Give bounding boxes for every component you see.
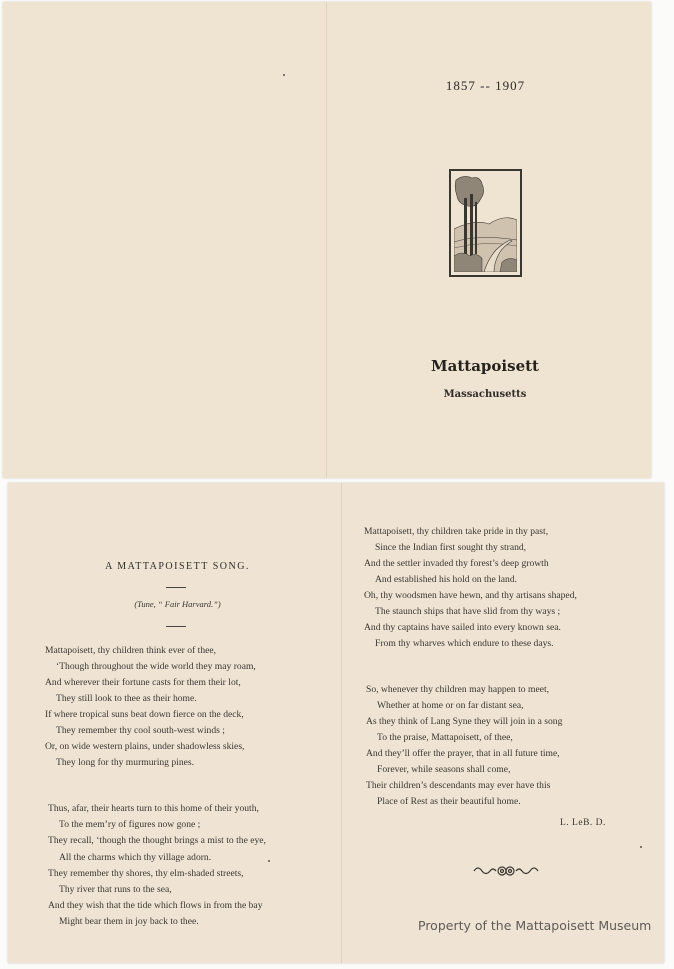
verse-line: To the mem’ry of figures now gone ; [59,819,201,831]
verse-line: Forever, while seasons shall come, [377,764,511,775]
verse-line: Their children’s descendants may ever have this [366,780,551,791]
verse-line: And they wish that the tide which flows in from the bay [48,900,263,912]
verse-line: Since the Indian first sought thy strand, [375,542,527,553]
fold-crease [341,483,343,963]
verse-line: They still look to thee as their home. [56,693,197,704]
stanza-1 [45,643,256,771]
stanza-3 [364,524,577,652]
verse-line: Mattapoisett, thy children think ever of thee, [45,645,217,656]
tune-note: (Tune, “ Fair Harvard.”) [134,599,221,609]
paper-speck [283,74,285,76]
verse-line: And established his hold on the land. [375,574,518,585]
verse-line: All the charms which thy village adorn. [59,851,212,863]
verse-line: They long for thy murmuring pines. [56,757,195,768]
verse-line: From thy wharves which endure to these days. [375,638,554,649]
verse-line: Might bear them in joy back to thee. [59,916,199,928]
fold-crease [326,2,328,478]
verse-line: They remember thy shores, thy elm-shaded streets, [48,867,244,879]
verse-line: To the praise, Mattapoisett, of thee, [377,732,513,743]
cover-title: Mattapoisett [431,357,539,375]
verse-line: Oh, thy woodsmen have hewn, and thy artisans shaped, [364,590,577,601]
author-signature: L. LeB. D. [560,818,606,828]
song-title: A MATTAPOISETT SONG. [105,561,250,572]
cover-years: 1857 -- 1907 [445,78,526,93]
title-rule [166,587,186,588]
paper-speck [268,860,270,862]
verse-line: ‘Though throughout the wide world they may roam, [56,661,256,672]
verse-line: And thy captains have sailed into every known sea. [364,622,561,633]
tune-rule [166,626,186,627]
verse-line: Thus, afar, their hearts turn to this home of their youth, [48,803,259,814]
verse-line: Or, on wide western plains, under shadowless skies, [45,741,245,752]
paper-speck [640,846,642,848]
verse-line: And wherever their fortune casts for them their lot, [45,677,241,688]
cover-sheet [3,2,651,478]
woodcut-illustration [454,174,517,272]
verse-line: If where tropical suns beat down fierce on the deck, [45,709,244,720]
verse-line: Place of Rest as their beautiful home. [377,796,521,807]
stanza-4 [366,682,562,810]
museum-watermark: Property of the Mattapoisett Museum [418,918,652,933]
woodcut-trees-road-icon [449,169,522,277]
verse-line: And they’ll offer the prayer, that in all future time, [366,748,560,759]
verse-line: Mattapoisett, thy children take pride in thy past, [364,526,549,537]
verse-line: So, whenever thy children may happen to meet, [366,684,550,695]
verse-line: And the settler invaded thy forest’s deep growth [364,558,549,569]
verse-line: As they think of Lang Syne they will join in a song [366,716,563,727]
cover-subtitle: Massachusetts [443,389,527,400]
verse-line: Thy river that runs to the sea, [59,884,172,896]
stanza-2 [48,801,266,931]
verse-line: The staunch ships that have slid from thy ways ; [375,606,561,617]
verse-line: They recall, ‘though the thought brings a mist to the eye, [48,835,266,847]
verse-line: They remember thy cool south-west winds ; [56,725,225,736]
scroll-ornament-icon [472,861,540,881]
verse-line: Whether at home or on far distant sea, [377,700,524,711]
